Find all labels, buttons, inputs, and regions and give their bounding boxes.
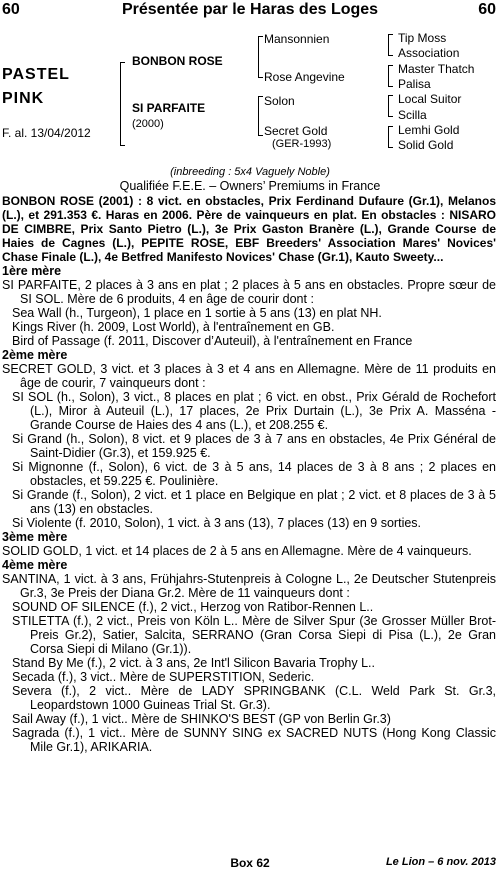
ancestor-7: Lemhi Gold [398, 123, 460, 137]
qualification-note: Qualifiée F.E.E. – Owners’ Premiums in France [119, 179, 381, 193]
list-item: Si Mignonne (f., Solon), 6 vict. de 3 à 5 ans, 14 places de 3 à 8 ans ; 2 places en obstacles, et 59.225 €. Poulinière. [12, 460, 496, 488]
ancestor-8: Solid Gold [398, 138, 454, 152]
second-dam-heading: 2ème mère [2, 348, 68, 362]
list-item: Kings River (h. 2009, Lost World), à l'entraînement en GB. [12, 320, 335, 334]
list-item: Sagrada (f.), 1 vict.. Mère de SUNNY SING ex SACRED NUTS (Hong Kong Classic Mile Gr.1), ARIKARIA. [12, 726, 496, 754]
pedigree-table [0, 28, 500, 182]
granddam-sire-2: Rose Angevine [264, 70, 345, 84]
list-item: Sail Away (f.), 1 vict.. Mère de SHINKO'S BEST (GP von Berlin Gr.3) [12, 712, 391, 726]
bracket-g3-3 [388, 95, 393, 117]
page-title: Présentée par le Haras des Loges [121, 1, 379, 18]
ancestor-2: Association [398, 46, 460, 60]
sire-name: BONBON ROSE [132, 54, 223, 68]
sire-paragraph: BONBON ROSE (2001) : 8 vict. en obstacles, Prix Ferdinand Dufaure (Gr.1), Melanos (L.), et 291.353 €. Haras en 2006. Père de vainqueurs en plat. En obstacles : NISARO DE CIMBRE, Prix Santo Pietro (L.), 3e Prix Gaston Branère (L.), Grande Course de Haies de Cagnes (L.), PEPITE ROSE, EBF Breeders' Association Mares' Novices' Chase Finale (L.), 4e Betfred Manifesto Novices' Chase (Gr.1), Kauto Sweety... [2, 194, 496, 264]
ancestor-4: Palisa [398, 77, 431, 91]
list-item: Secada (f.), 3 vict.. Mère de SUPERSTITION, Sederic. [12, 670, 315, 684]
horse-info: F. al. 13/04/2012 [2, 126, 91, 140]
bracket-sire [258, 36, 263, 78]
granddam-sire-3: Solon [264, 94, 295, 108]
bracket-gen1 [120, 62, 125, 146]
granddam-sire-4-note: (GER-1993) [272, 138, 332, 150]
ancestor-5: Local Suitor [398, 92, 462, 106]
list-item: Sea Wall (h., Turgeon), 1 place en 1 sortie à 5 ans (13) en plat NH. [12, 306, 382, 320]
catalogue-body [2, 194, 496, 754]
first-dam-heading: 1ère mère [2, 264, 62, 278]
fourth-dam-heading: 4ème mère [2, 558, 68, 572]
list-item: Si Grand (h., Solon), 8 vict. et 9 places de 3 à 7 ans en obstacles, 4e Prix Général de Saint-Didier (Gr.3), et 159.925 €. [12, 432, 496, 460]
ancestor-3: Master Thatch [398, 62, 475, 76]
page-number-right: 60 [478, 1, 496, 18]
dam-year: (2000) [132, 118, 164, 130]
bracket-g3-4 [388, 126, 393, 148]
third-dam-text: SOLID GOLD, 1 vict. et 14 places de 2 à 5 ans en Allemagne. Mère de 4 vainqueurs. [2, 544, 472, 558]
list-item: SOUND OF SILENCE (f.), 2 vict., Herzog von Ratibor-Rennen L.. [12, 600, 374, 614]
list-item: Si Violente (f. 2010, Solon), 1 vict. à 3 ans (13), 7 places (13) en 9 sorties. [12, 516, 422, 530]
bracket-g3-2 [388, 65, 393, 87]
bracket-dam [258, 96, 263, 136]
horse-name-line2: PINK [2, 90, 45, 107]
ancestor-6: Scilla [398, 108, 427, 122]
page-header [0, 0, 500, 22]
second-dam-text: SECRET GOLD, 3 vict. et 3 places à 3 et 4 ans en Allemagne. Mère de 11 produits en âge de courir, 7 vainqueurs dont : [2, 362, 496, 390]
horse-name-line1: PASTEL [2, 66, 70, 83]
ancestor-1: Tip Moss [398, 31, 447, 45]
list-item: SI SOL (h., Solon), 3 vict., 8 places en plat ; 6 vict. en obst., Prix Gérald de Rochefort (L.), Miror à Auteuil (L.), 17 places, 2e Prix Durtain (L.), 3e Prix A. Masséna - Grande Course de Haies des 4 ans (L.), et 208.255 €. [12, 390, 496, 432]
dam-name: SI PARFAITE [132, 101, 206, 115]
box-number: Box 62 [230, 856, 270, 870]
list-item: Bird of Passage (f. 2011, Discover d’Auteuil), à l'entraînement en France [12, 334, 413, 348]
fourth-dam-text: SANTINA, 1 vict. à 3 ans, Frühjahrs-Stutenpreis à Cologne L., 2e Deutscher Stutenpreis Gr.3, 3e Preis der Diana Gr.2. Mère de 11 vainqueurs dont : [2, 572, 496, 600]
first-dam-text: SI PARFAITE, 2 places à 3 ans en plat ; 2 places à 5 ans en obstacles. Propre sœur de SI SOL. Mère de 6 produits, 4 en âge de courir dont : [2, 278, 496, 306]
list-item: Severa (f.), 2 vict.. Mère de LADY SPRINGBANK (C.L. Weld Park St. Gr.3, Leopardstown 1000 Guineas Trial St. Gr.3). [12, 684, 496, 712]
bracket-g3-1 [388, 34, 393, 56]
third-dam-heading: 3ème mère [2, 530, 68, 544]
granddam-sire-1: Mansonnien [264, 32, 330, 46]
list-item: STILETTA (f.), 2 vict., Preis von Köln L.. Mère de Silver Spur (3e Grosser Müller Brot-Preis Gr.2), Satier, Salcita, SERRANO (Gran Corsa Siepi di Pisa (L.), 2e Gran Corsa Siepi di Milano (Gr.1)). [12, 614, 496, 656]
sale-date: Le Lion – 6 nov. 2013 [385, 856, 496, 868]
page-number-left: 60 [2, 1, 20, 18]
page-footer [0, 856, 500, 872]
granddam-sire-4: Secret Gold [264, 124, 328, 138]
list-item: Stand By Me (f.), 2 vict. à 3 ans, 2e Int'l Silicon Bavaria Trophy L.. [12, 656, 375, 670]
list-item: Si Grande (f., Solon), 2 vict. et 1 place en Belgique en plat ; 2 vict. et 8 places de 3 à 5 ans (13) en obstacles. [12, 488, 496, 516]
inbreeding-note: (inbreeding : 5x4 Vaguely Noble) [170, 166, 330, 178]
